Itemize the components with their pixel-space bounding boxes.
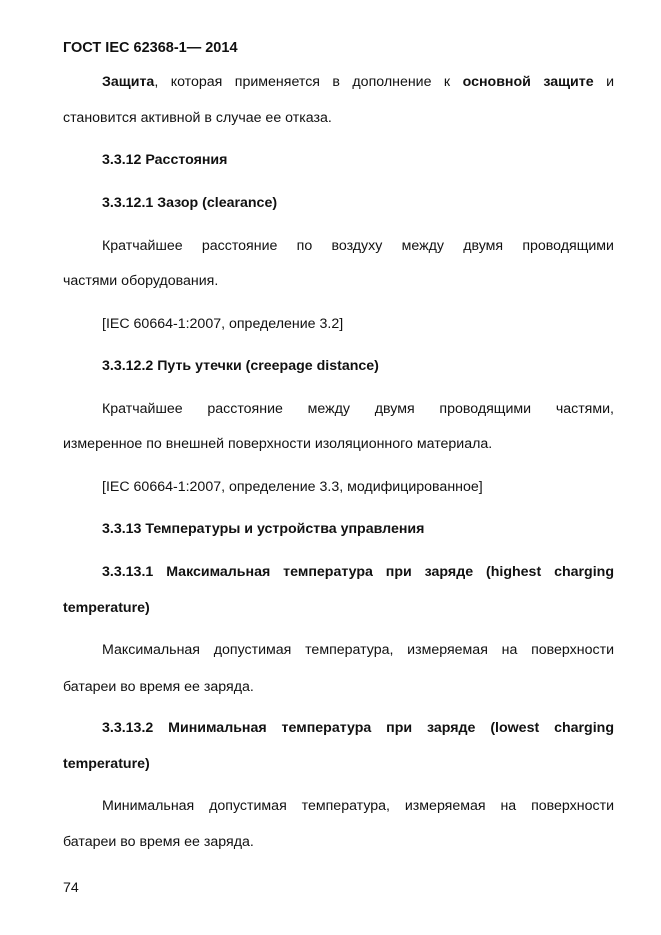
highest-temp-definition-line1: Максимальная допустимая температура, измеряемая на поверхности (102, 642, 614, 658)
creepage-reference: [IEC 60664-1:2007, определение 3.3, модифицированное] (102, 479, 483, 495)
section-heading-3-3-13-1-line2: temperature) (63, 600, 150, 616)
term-protection: Защита (102, 74, 155, 90)
highest-temp-definition-line2: батареи во время ее заряда. (63, 679, 254, 695)
clearance-definition-line1: Кратчайшее расстояние по воздуху между двумя проводящими (102, 238, 614, 254)
section-heading-3-3-12-1: 3.3.12.1 Зазор (clearance) (102, 195, 278, 211)
clearance-definition-line2: частями оборудования. (63, 273, 219, 289)
section-heading-3-3-12: 3.3.12 Расстояния (102, 152, 228, 168)
definition-text: , которая применяется в дополнение к (154, 74, 463, 90)
lowest-temp-definition-line2: батареи во время ее заряда. (63, 834, 254, 850)
term-basic-protection: основной защите (462, 74, 594, 90)
clearance-reference: [IEC 60664-1:2007, определение 3.2] (102, 316, 344, 332)
protection-definition-line2: становится активной в случае ее отказа. (63, 110, 332, 126)
definition-text: и (593, 74, 614, 90)
protection-definition-line1 (102, 73, 614, 91)
section-heading-3-3-13-2-line2: temperature) (63, 756, 150, 772)
lowest-temp-definition-line1: Минимальная допустимая температура, измеряемая на поверхности (102, 798, 614, 814)
section-heading-3-3-12-2: 3.3.12.2 Путь утечки (creepage distance) (102, 358, 379, 374)
page-number: 74 (63, 880, 79, 896)
section-heading-3-3-13: 3.3.13 Температуры и устройства управления (102, 521, 425, 537)
creepage-definition-line2: измеренное по внешней поверхности изоляционного материала. (63, 436, 493, 452)
creepage-definition-line1: Кратчайшее расстояние между двумя проводящими частями, (102, 401, 614, 417)
section-heading-3-3-13-2-line1: 3.3.13.2 Минимальная температура при заряде (lowest charging (102, 720, 614, 736)
standard-code-header: ГОСТ IEC 62368-1— 2014 (63, 40, 238, 56)
section-heading-3-3-13-1-line1: 3.3.13.1 Максимальная температура при заряде (highest charging (102, 564, 614, 580)
